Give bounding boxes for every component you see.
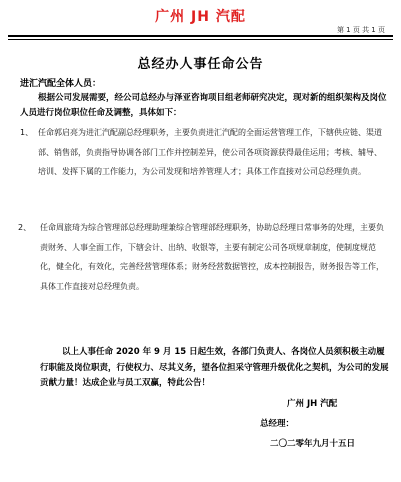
signature-department: 总经理： xyxy=(260,419,295,429)
intro-paragraph: 根据公司发展需要，经公司总经办与泽亚咨询项目组老师研究决定，现对新的组织架构及岗位人员进行岗位职位任命及调整，具体如下： xyxy=(20,93,387,118)
item-text: 任命郭启亮为进汇汽配副总经理职务，主要负责进汇汽配的全面运营管理工作，下辖供应链、渠道部、销售部，负责指导协调各部门工作并控制差异，使公司各项资源获得最佳运用；考核、辅导、培训、发挥下属的工作能力，为公司发现和培养管理人才；具体工作直接对公司总经理负责。 xyxy=(38,128,382,176)
appointment-item xyxy=(20,123,388,182)
appointment-item xyxy=(18,218,390,296)
item-number: 1、 xyxy=(20,128,34,137)
header-company-name: 广州 JH 汽配 xyxy=(155,9,246,25)
item-text: 任命周旅琦为综合管理部总经理助理兼综合管理部经理职务，协助总经理日常事务的处理，主要负责财务、人事全面工作，下辖会计、出纳、收银等，主要有制定公司各项规章制度，使制度规范化，健全化，有效化，完善经营管理体系；财务经营数据管控，成本控制报告，财务报告等工作，具体工作直接对总经理负责。 xyxy=(40,223,384,291)
document-title: 总经办人事任命公告 xyxy=(137,57,264,72)
salutation: 进汇汽配全体人员： xyxy=(20,79,102,89)
header-divider xyxy=(8,35,393,37)
item-number: 2、 xyxy=(18,223,32,232)
signature-company: 广州 JH 汽配 xyxy=(287,399,338,409)
header-divider-thin xyxy=(8,39,393,40)
page-indicator: 第 1 页 共 1 页 xyxy=(336,26,385,34)
signature-date: 二〇二零年九月十五日 xyxy=(270,439,356,449)
closing-paragraph: 以上人事任命 2020 年 9 月 15 日起生效，各部门负责人、各岗位人员须积极主动履行职能及岗位职责，行使权力、尽其义务，望各位担采守管理升级优化之契机，为公司的发展贡献力量！达成企业与员工双赢，特此公告！ xyxy=(40,347,389,388)
